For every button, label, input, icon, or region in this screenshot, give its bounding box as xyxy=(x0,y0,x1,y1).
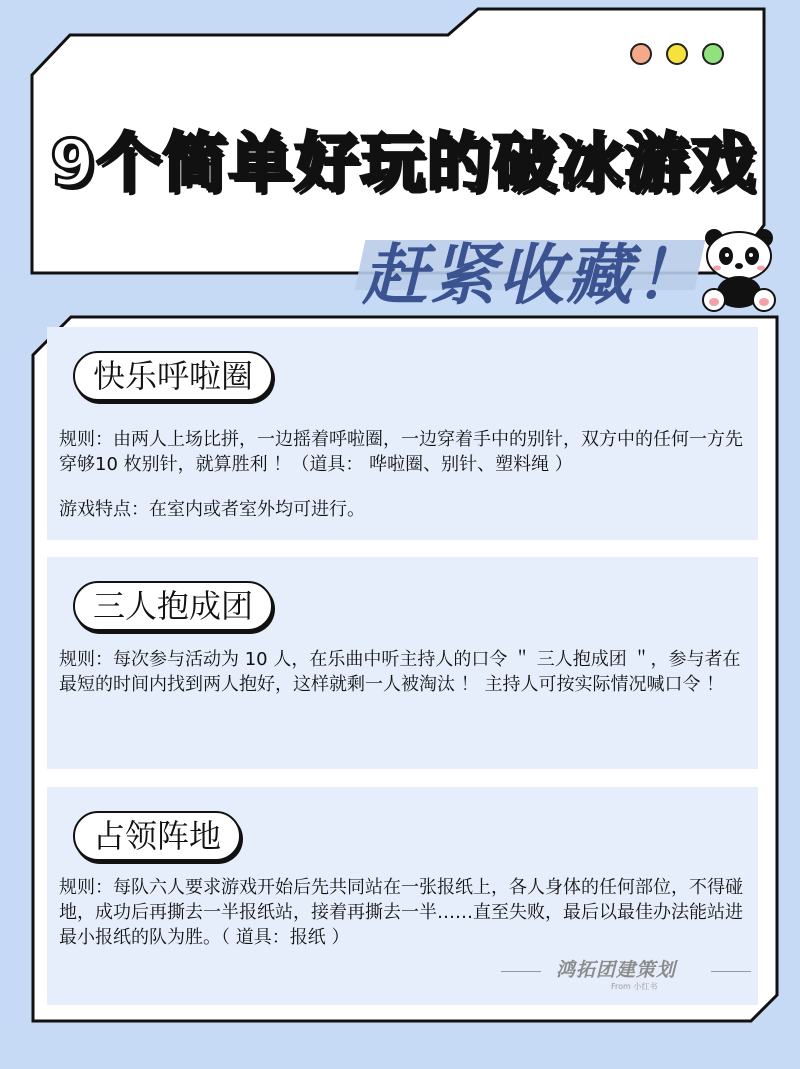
game-title: 占领阵地 xyxy=(73,811,241,861)
page-subtitle: 赶紧收藏！ xyxy=(362,237,702,314)
watermark-text: 鸿拓团建策划 xyxy=(556,959,677,981)
game-title: 三人抱成团 xyxy=(73,581,273,631)
watermark-line-left xyxy=(501,971,541,972)
window-dots xyxy=(630,43,724,65)
dot-orange xyxy=(630,43,652,65)
dot-green xyxy=(702,43,724,65)
game-title: 快乐呼啦圈 xyxy=(73,351,273,401)
game-feature: 游戏特点：在室内或者室外均可进行。 xyxy=(59,499,365,520)
game-section-hula-hoop xyxy=(47,327,758,540)
game-rules: 规则：每次参与活动为 10 人，在乐曲中听主持人的口令 ＂ 三人抱成团 ＂，参与者在最短的时间内找到两人抱好，这样就剩一人被淘汰 ！ 主持人可按实际情况喊口令 ！ xyxy=(59,649,741,695)
watermark-line-right xyxy=(711,971,751,972)
watermark xyxy=(501,955,751,995)
game-rules: 规则：每队六人要求游戏开始后先共同站在一张报纸上，各人身体的任何部位，不得碰地，成功后再撕去一半报纸站，接着再撕去一半……直至失败，最后以最佳办法能站进最小报纸的队为胜。（ 道具：报纸 ） xyxy=(59,877,743,948)
page-title: 9个简单好玩的破冰游戏 xyxy=(50,127,757,201)
watermark-source: From 小红书 xyxy=(611,982,658,991)
panda-icon xyxy=(700,228,780,314)
content-card xyxy=(31,315,780,1023)
game-section-group-hug xyxy=(47,557,758,769)
game-rules: 规则：由两人上场比拼，一边摇着呼啦圈，一边穿着手中的别针，双方中的任何一方先穿够10 枚别针，就算胜利 ！（道具： 哗啦圈、别针、塑料绳 ） xyxy=(59,429,743,475)
dot-yellow xyxy=(666,43,688,65)
